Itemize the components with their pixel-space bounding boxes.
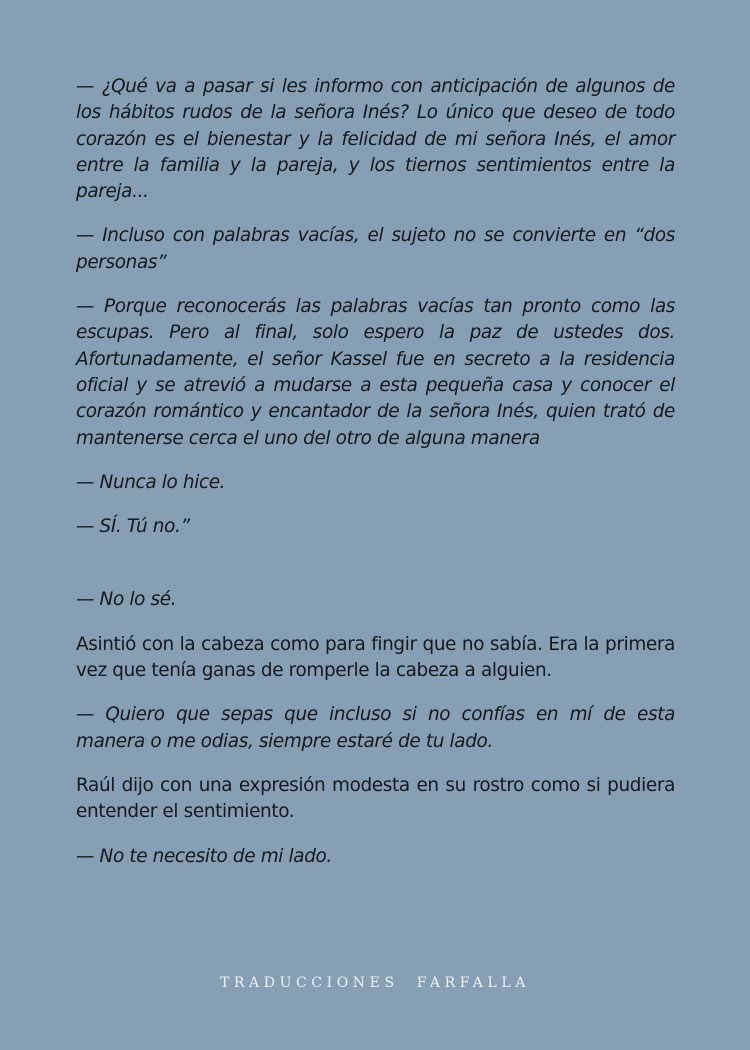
dialogue-paragraph: — Incluso con palabras vacías, el sujeto no se convierte en “dos personas” (76, 225, 675, 273)
dialogue-paragraph: — Nunca lo hice. (76, 471, 226, 493)
dialogue-paragraph: — ¿Qué va a pasar si les informo con anticipación de algunos de los hábitos rudos de la señora Inés? Lo único que deseo de todo corazón es el bienestar y la felicidad de mi señora Inés, el amor entre la familia y la pareja, y los tiernos sentimientos entre la pareja... (76, 76, 675, 203)
dialogue-paragraph: — Quiero que sepas que incluso si no confías en mí de esta manera o me odias, siempre estaré de tu lado. (76, 704, 675, 752)
dialogue-paragraph: — Porque reconocerás las palabras vacías tan pronto como las escupas. Pero al final, solo espero la paz de ustedes dos. Afortunadamente, el señor Kassel fue en secreto a la residencia oficial y se atrevió a mudarse a esta pequeña casa y conocer el corazón romántico y encantador de la señora Inés, quien trató de mantenerse cerca el uno del otro de alguna manera (76, 296, 675, 449)
footer-credit: TRADUCCIONES FARFALLA (219, 975, 531, 991)
dialogue-paragraph: — SÍ. Tú no.” (76, 516, 190, 538)
dialogue-paragraph: — No te necesito de mi lado. (76, 845, 332, 867)
narration-paragraph: Raúl dijo con una expresión modesta en su rostro como si pudiera entender el sentimiento. (76, 774, 675, 823)
page-text (76, 74, 675, 888)
dialogue-paragraph: — No lo sé. (76, 589, 177, 611)
narration-paragraph: Asintió con la cabeza como para fingir que no sabía. Era la primera vez que tenía ganas de romperle la cabeza a alguien. (76, 633, 675, 682)
